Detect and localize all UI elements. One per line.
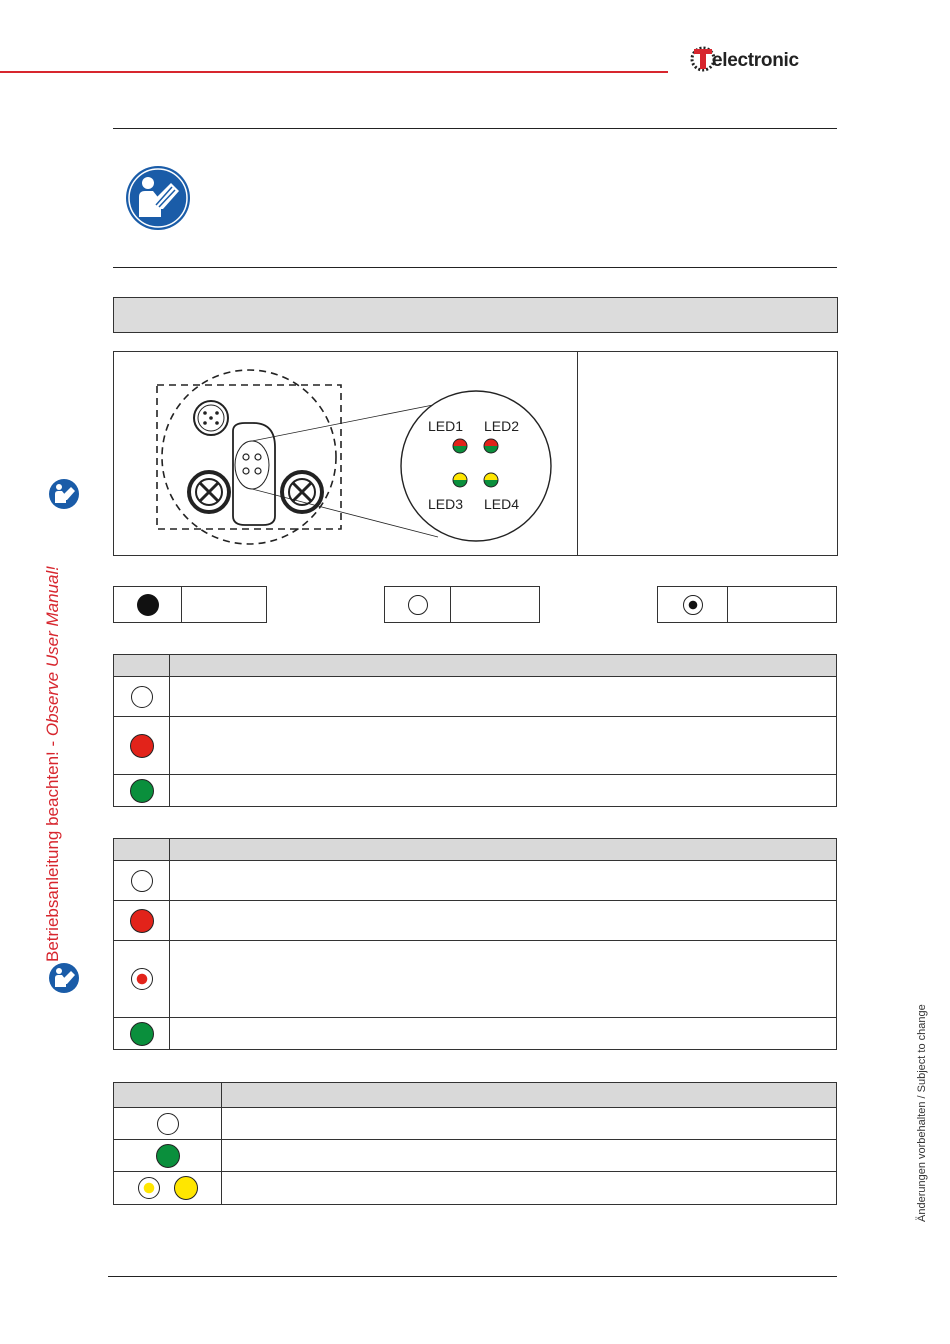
led-off-icon: [131, 870, 153, 892]
led-green-icon: [130, 779, 154, 803]
manual-small-icon-bottom: [48, 962, 80, 999]
table-header-cell: [114, 839, 170, 861]
table-row: [114, 1018, 837, 1050]
section-header-bar: [113, 297, 838, 333]
divider-footer: [108, 1276, 837, 1277]
led-red-icon: [130, 734, 154, 758]
table-row: [114, 775, 837, 807]
led3-label: LED3: [428, 496, 464, 512]
led-green-icon: [130, 1022, 154, 1046]
table-header-cell: [222, 1083, 837, 1108]
led-state-table-1: [113, 654, 837, 807]
table-header-cell: [170, 655, 837, 677]
led-state-table-3: [113, 1082, 837, 1205]
led-on-icon: [137, 594, 159, 616]
led1-label: LED1: [428, 418, 464, 434]
table-row: [114, 1108, 837, 1140]
led-state-table-2: [113, 838, 837, 1050]
led-yellow-icon: [174, 1176, 198, 1200]
device-drawing: [113, 351, 578, 556]
table-header-cell: [114, 655, 170, 677]
legend-flashing-label: [728, 587, 837, 623]
table-row: [114, 861, 837, 901]
divider-top: [113, 128, 837, 129]
table-header-cell: [114, 1083, 222, 1108]
led-yellow-flashing-icon: [138, 1177, 160, 1199]
legend-on: [113, 586, 267, 623]
legend-off: [384, 586, 540, 623]
table-row: [114, 677, 837, 717]
led4-label: LED4: [484, 496, 520, 512]
led-red-flashing-icon: [131, 968, 153, 990]
divider-middle: [113, 267, 837, 268]
subject-to-change-text: Änderungen vorbehalten / Subject to change: [916, 1004, 928, 1222]
logo-text: electronic: [712, 50, 799, 71]
led2-label: LED2: [484, 418, 520, 434]
table-row: [114, 1172, 837, 1205]
led2-icon: [484, 439, 498, 453]
led4-icon: [484, 473, 498, 487]
warning-text-en: Observe User Manual!: [43, 566, 62, 737]
read-manual-icon: [125, 165, 191, 236]
led3-icon: [453, 473, 467, 487]
led-red-icon: [130, 909, 154, 933]
led1-icon: [453, 439, 467, 453]
legend-flashing: [657, 586, 837, 623]
led-green-icon: [156, 1144, 180, 1168]
tr-electronic-logo: [690, 44, 840, 76]
manual-small-icon-top: [48, 478, 80, 515]
legend-on-label: [182, 587, 267, 623]
table-row: [114, 901, 837, 941]
table-row: [114, 1140, 837, 1172]
header-red-line: [0, 71, 668, 73]
led-flashing-icon: [683, 595, 703, 615]
table-header-cell: [170, 839, 837, 861]
led-off-icon: [157, 1113, 179, 1135]
legend-off-label: [451, 587, 540, 623]
table-row: [114, 941, 837, 1018]
led-off-icon: [131, 686, 153, 708]
led-off-icon: [408, 595, 428, 615]
warning-text-de: Betriebsanleitung beachten! -: [43, 736, 62, 962]
table-row: [114, 717, 837, 775]
